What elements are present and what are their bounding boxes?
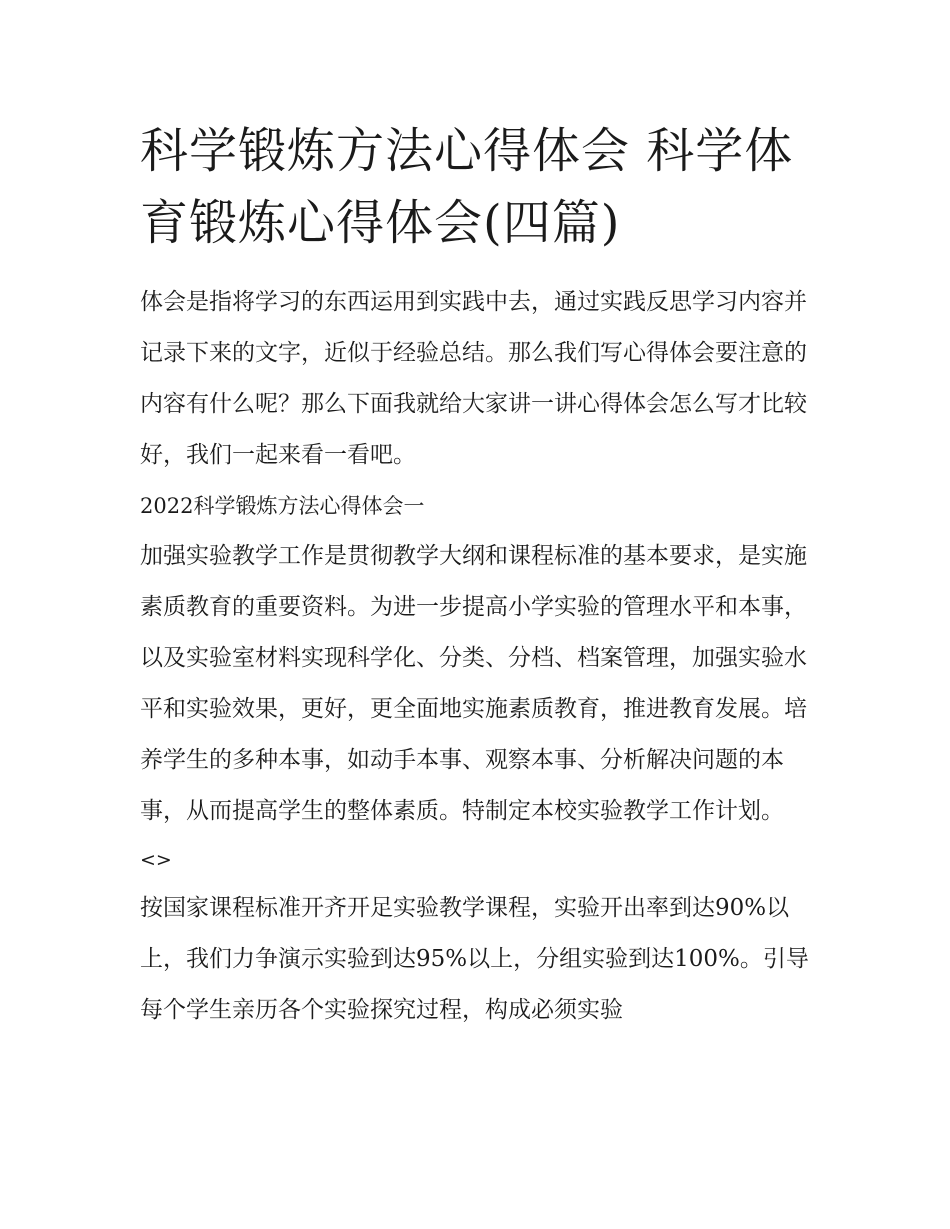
section-paragraph: 加强实验教学工作是贯彻教学大纲和课程标准的基本要求，是实施素质教育的重要资料。为进一步提高小学实验的管理水平和本事，以及实验室材料实现科学化、分类、分档、档案管理，加强实验水平和实验效果，更好，更全面地实施素质教育，推进教育发展。培养学生的多种本事，如动手本事、观察本事、分析解决问题的本事，从而提高学生的整体素质。特制定本校实验教学工作计划。 <box>140 543 807 824</box>
document-title: 科学锻炼方法心得体会 科学体育锻炼心得体会(四篇) <box>140 123 794 251</box>
final-paragraph: 按国家课程标准开齐开足实验教学课程，实验开出率到达90%以上，我们力争演示实验到达95%以上，分组实验到达100%。引导每个学生亲历各个实验探究过程，构成必须实验 <box>140 895 809 1023</box>
section-heading: 2022科学锻炼方法心得体会一 <box>140 494 425 518</box>
section-marker: <> <box>140 849 172 871</box>
intro-paragraph: 体会是指将学习的东西运用到实践中去，通过实践反思学习内容并记录下来的文字，近似于经验总结。那么我们写心得体会要注意的内容有什么呢？那么下面我就给大家讲一讲心得体会怎么写才比较好，我们一起来看一看吧。 <box>140 289 807 468</box>
document-page <box>140 115 815 1036</box>
